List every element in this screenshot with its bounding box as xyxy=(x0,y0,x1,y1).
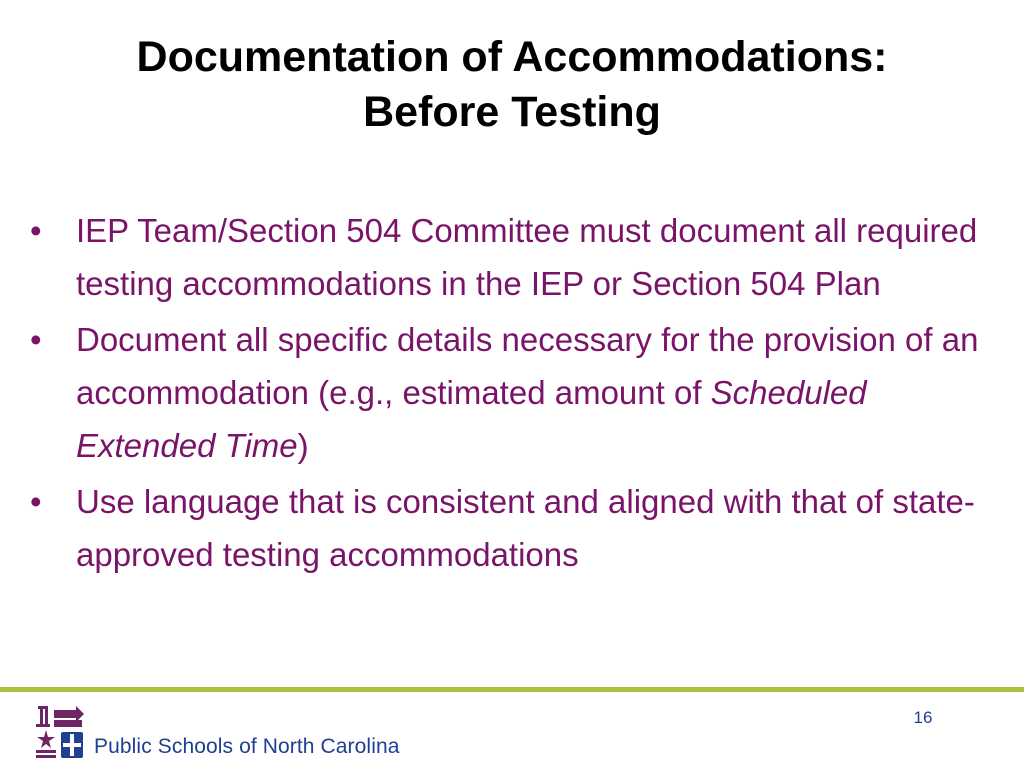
bullet-text-part: Document all specific details necessary for the provision of an accommodation (e.g., estimated amount of xyxy=(76,321,979,411)
bullet-text-part: ) xyxy=(297,427,309,464)
bullet-text: IEP Team/Section 504 Committee must document all required testing accommodations in the IEP or Section 504 Plan xyxy=(76,212,978,302)
bullet-marker: • xyxy=(30,212,42,249)
bullet-text xyxy=(76,321,978,464)
page-number: 16 xyxy=(913,708,933,727)
organization-name: Public Schools of North Carolina xyxy=(94,735,400,758)
bullet-item-3 xyxy=(30,475,1015,581)
bullet-list xyxy=(30,204,1015,584)
title-line-1: Documentation of Accommodations: xyxy=(136,33,888,81)
bullet-text-emphasis: Scheduled Extended Time xyxy=(76,374,867,464)
slide-title xyxy=(0,30,1024,140)
footer-divider xyxy=(0,687,1024,692)
bullet-text: Use language that is consistent and aligned with that of state-approved testing accommodations xyxy=(76,483,975,573)
public-schools-nc-logo-icon xyxy=(34,704,86,760)
bullet-item-1 xyxy=(30,204,1015,310)
title-line-2: Before Testing xyxy=(363,88,661,136)
bullet-marker: • xyxy=(30,321,42,358)
bullet-marker: • xyxy=(30,483,42,520)
bullet-item-2 xyxy=(30,313,1015,472)
